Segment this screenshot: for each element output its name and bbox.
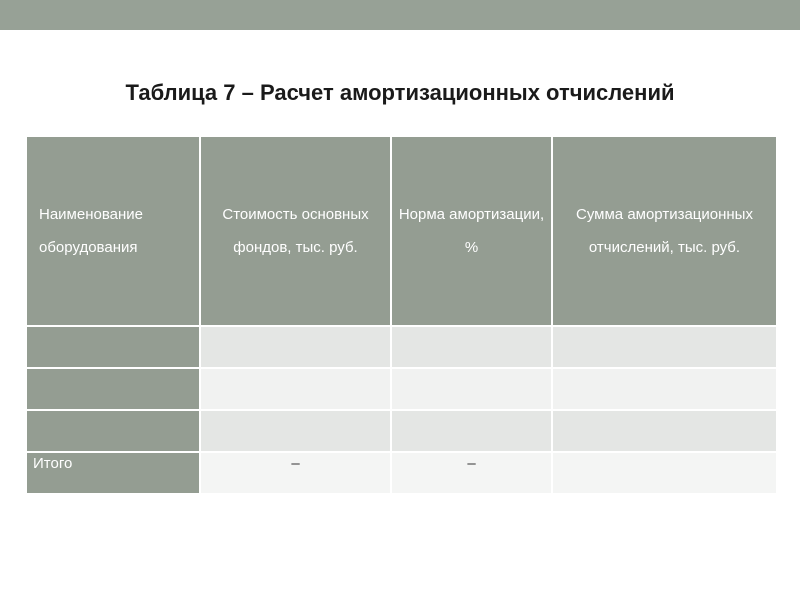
table-cell [391,368,552,410]
table-cell [552,410,777,452]
table-cell [552,368,777,410]
table-cell [391,410,552,452]
column-header-depreciation-rate: Норма амортизации, % [391,136,552,326]
table-cell [26,410,200,452]
total-row [26,452,777,494]
table-cell [200,410,391,452]
depreciation-table [25,135,778,495]
table-header-row [26,136,777,326]
table-cell [200,368,391,410]
table-cell [200,326,391,368]
total-cell-depreciation-rate: – [391,452,552,494]
page-title: Таблица 7 – Расчет амортизационных отчислений [125,80,675,105]
table-cell [391,326,552,368]
column-header-depreciation-amount: Сумма амортизационных отчислений, тыс. руб. [552,136,777,326]
top-band [0,0,800,30]
table-row [26,326,777,368]
total-label: Итого [26,452,200,494]
table-row [26,410,777,452]
total-cell-asset-cost: – [200,452,391,494]
table-cell [26,368,200,410]
table-cell [552,326,777,368]
total-cell-depreciation-amount [552,452,777,494]
column-header-asset-cost: Стоимость основных фондов, тыс. руб. [200,136,391,326]
table-cell [26,326,200,368]
column-header-equipment-name: Наименование оборудования [26,136,200,326]
table-row [26,368,777,410]
